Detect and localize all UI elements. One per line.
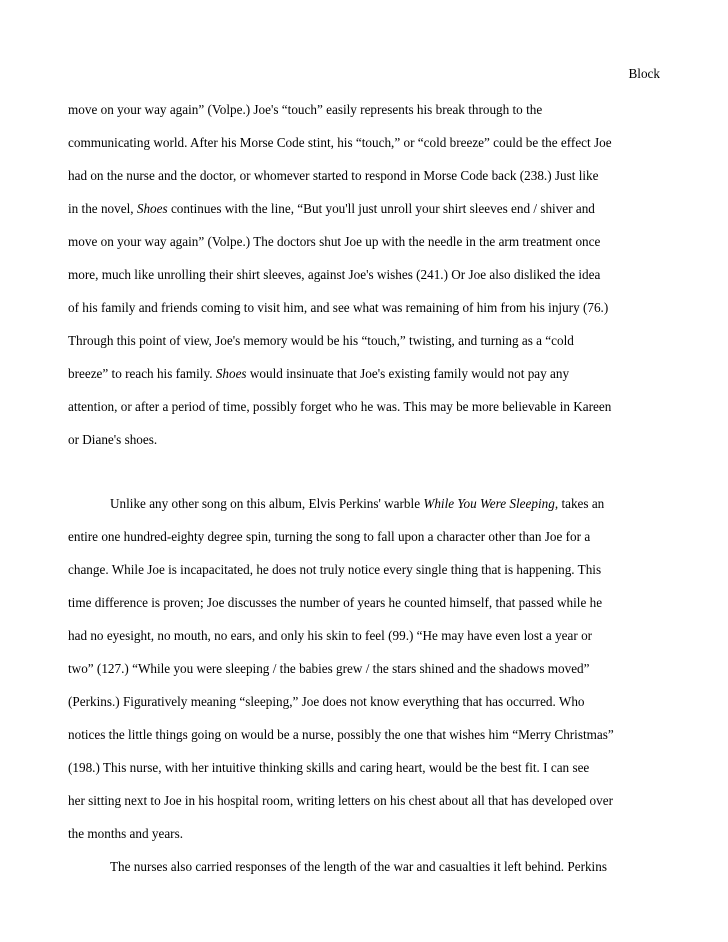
text-line: communicating world. After his Morse Code stint, his “touch,” or “cold breeze” could be the effect Joe	[68, 135, 612, 150]
text-line: time difference is proven; Joe discusses the number of years he counted himself, that passed while he	[68, 595, 603, 610]
text-line: change. While Joe is incapacitated, he does not truly notice every single thing that is happening. This	[68, 562, 602, 577]
text-line: or Diane's shoes.	[68, 432, 158, 447]
text-line: (Perkins.) Figuratively meaning “sleeping,” Joe does not know everything that has occurred. Who	[68, 694, 585, 709]
text-line: two” (127.) “While you were sleeping / the babies grew / the stars shined and the shadows moved”	[68, 661, 590, 676]
text-line: had no eyesight, no mouth, no ears, and only his skin to feel (99.) “He may have even lost a year or	[68, 628, 593, 643]
text-line: in the novel, Shoes continues with the line, “But you'll just unroll your shirt sleeves end / shiver and	[68, 201, 595, 216]
text-line: breeze” to reach his family. Shoes would insinuate that Joe's existing family would not pay any	[68, 366, 570, 381]
italic-title: While You Were Sleeping,	[423, 496, 559, 511]
italic-title: Shoes	[215, 366, 247, 381]
text-line: notices the little things going on would be a nurse, possibly the one that wishes him “Merry Christmas”	[68, 727, 614, 742]
text-line: more, much like unrolling their shirt sleeves, against Joe's wishes (241.) Or Joe also disliked the idea	[68, 267, 601, 282]
text-line: of his family and friends coming to visit him, and see what was remaining of him from his injury (76.)	[68, 300, 609, 315]
text-line: (198.) This nurse, with her intuitive thinking skills and caring heart, would be the best fit. I can see	[68, 760, 590, 775]
text-line: move on your way again” (Volpe.) Joe's “touch” easily represents his break through to the	[68, 102, 543, 117]
text-line: had on the nurse and the doctor, or whomever started to respond in Morse Code back (238.) Just like	[68, 168, 599, 183]
italic-title: Shoes	[136, 201, 168, 216]
paragraph-first-line: The nurses also carried responses of the length of the war and casualties it left behind. Perkins	[110, 859, 607, 874]
text-line: move on your way again” (Volpe.) The doctors shut Joe up with the needle in the arm treatment once	[68, 234, 601, 249]
running-head: Block	[628, 66, 660, 81]
text-line: attention, or after a period of time, possibly forget who he was. This may be more believable in Kareen	[68, 399, 612, 414]
paragraph-first-line: Unlike any other song on this album, Elvis Perkins' warble While You Were Sleeping, takes an	[110, 496, 605, 511]
text-line: the months and years.	[68, 826, 183, 841]
text-line: entire one hundred-eighty degree spin, turning the song to fall upon a character other than Joe for a	[68, 529, 591, 544]
text-line: Through this point of view, Joe's memory would be his “touch,” twisting, and turning as a “cold	[68, 333, 574, 348]
text-line: her sitting next to Joe in his hospital room, writing letters on his chest about all that has developed over	[68, 793, 613, 808]
